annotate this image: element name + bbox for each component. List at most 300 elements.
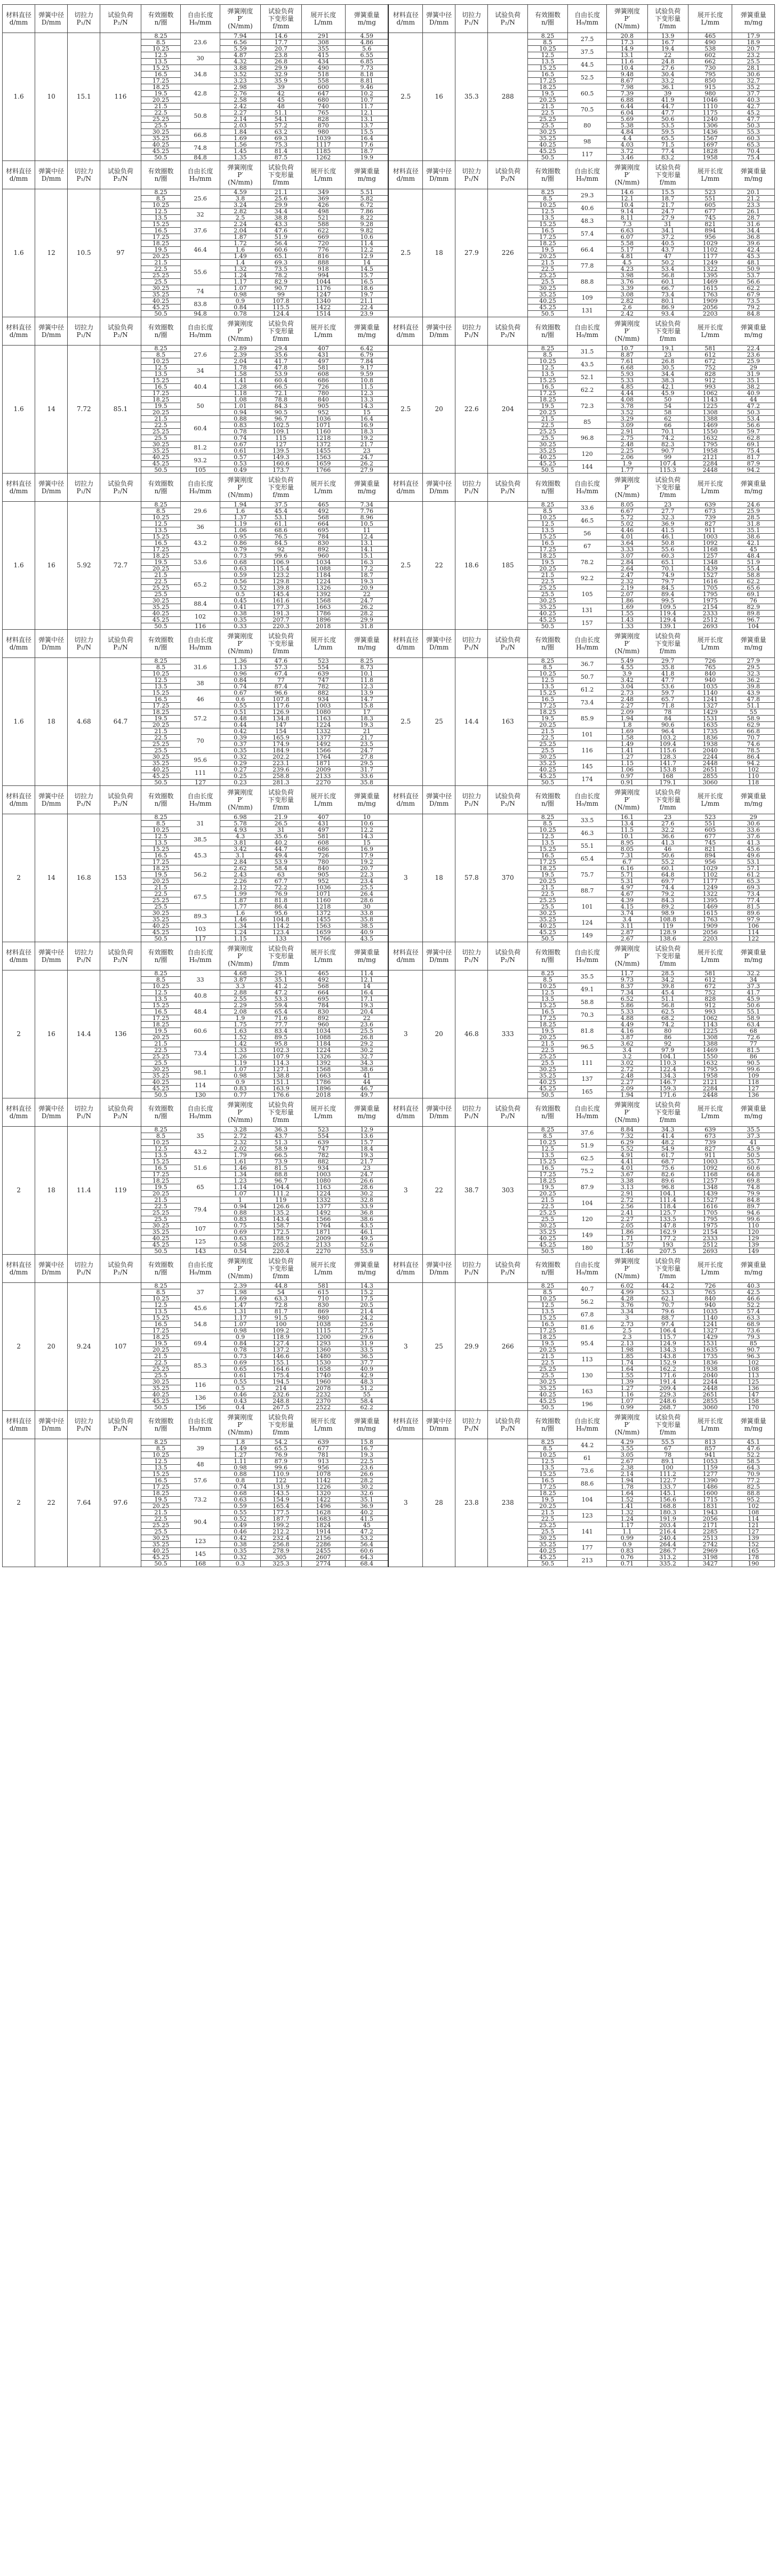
spring-weight-cell: 53.2 — [345, 1535, 388, 1542]
test-deflection-cell: 47.7 — [647, 677, 688, 684]
spring-rate-cell: 0.53 — [220, 461, 260, 467]
spring-rate-cell: 3.42 — [220, 846, 260, 853]
spring-rate-cell: 0.35 — [220, 617, 260, 623]
active-coils-cell: 21.5 — [141, 1197, 181, 1203]
spring-weight-cell: 69.3 — [732, 885, 775, 891]
spring-rate-cell: 0.99 — [607, 1535, 647, 1542]
pull-force-cell: 57.8 — [455, 814, 488, 942]
free-length-cell: 98.1 — [181, 1066, 220, 1079]
spring-weight-cell: 22.4 — [345, 304, 388, 311]
spring-weight-cell: 14.3 — [345, 833, 388, 840]
developed-length-cell: 913 — [301, 1458, 345, 1465]
active-coils-cell: 18.25 — [141, 84, 181, 91]
developed-length-cell: 1836 — [688, 1360, 732, 1366]
active-coils-cell: 20.25 — [528, 1347, 568, 1353]
developed-length-cell: 1332 — [301, 728, 345, 735]
active-coils-cell: 35.25 — [141, 292, 181, 298]
spring-weight-cell: 11 — [345, 527, 388, 534]
test-deflection-cell: 146.6 — [261, 1353, 301, 1360]
test-deflection-cell: 124.4 — [261, 311, 301, 317]
active-coils-cell: 40.25 — [528, 1235, 568, 1242]
test-load-header: 试验负荷 P₂/N — [100, 786, 141, 814]
spring-rate-cell: 0.48 — [220, 716, 260, 722]
test-deflection-cell: 23.8 — [261, 52, 301, 59]
spring-weight-cell: 40.9 — [732, 390, 775, 397]
spring-weight-cell: 27.9 — [345, 467, 388, 474]
spring-rate-cell: 4.88 — [607, 1015, 647, 1022]
spring-weight-cell: 55.3 — [732, 129, 775, 135]
developed-length-cell: 2742 — [688, 1542, 732, 1548]
test-deflection-cell: 171.6 — [647, 1092, 688, 1098]
developed-length-cell: 782 — [301, 684, 345, 690]
active-coils-cell: 21.5 — [141, 103, 181, 110]
pull-force-header: 切拉力 P₁/N — [455, 1411, 488, 1439]
test-deflection-header: 试验负荷 下变形量 f/mm — [261, 630, 301, 658]
pull-force-cell: 4.68 — [68, 658, 100, 786]
spring-rate-cell: 0.76 — [607, 1554, 647, 1561]
spring-rate-cell: 0.78 — [220, 429, 260, 435]
spring-weight-cell: 26.6 — [345, 1178, 388, 1184]
pull-force-header: 切拉力 P₁/N — [68, 1411, 100, 1439]
free-length-cell: 67.5 — [181, 885, 220, 910]
free-length-cell: 163 — [567, 1385, 606, 1398]
spring-rate-cell: 1.84 — [220, 129, 260, 135]
material-diameter-header: 材料直径 d/mm — [3, 1411, 35, 1439]
test-deflection-cell: 38.3 — [647, 378, 688, 384]
developed-length-cell: 1340 — [301, 298, 345, 304]
active-coils-cell: 8.5 — [528, 352, 568, 358]
test-deflection-cell: 104.1 — [647, 1054, 688, 1060]
spring-rate-cell: 3.33 — [607, 547, 647, 553]
active-coils-cell: 20.25 — [141, 1191, 181, 1197]
active-coils-cell: 18.25 — [141, 709, 181, 716]
active-coils-cell: 25.25 — [528, 1366, 568, 1373]
developed-length-cell: 1062 — [688, 1015, 732, 1022]
pull-force-header: 切拉力 P₁/N — [455, 5, 488, 33]
developed-length-cell: 1140 — [688, 1315, 732, 1321]
test-deflection-cell: 123.2 — [261, 572, 301, 579]
spring-weight-cell: 16.4 — [345, 416, 388, 422]
developed-length-cell: 1308 — [688, 410, 732, 416]
pull-force-cell: 16.8 — [68, 814, 100, 942]
free-length-header: 自由长度 H₀/mm — [181, 1411, 220, 1439]
spring-rate-cell: 0.55 — [220, 1379, 260, 1385]
pull-force-header: 切拉力 P₁/N — [68, 1255, 100, 1283]
spring-rate-cell: 1.6 — [220, 910, 260, 917]
spring-rate-cell: 1.33 — [607, 623, 647, 630]
spring-rate-cell: 0.9 — [220, 1079, 260, 1086]
test-deflection-cell: 248.6 — [647, 1398, 688, 1405]
material-diameter-header: 材料直径 d/mm — [388, 786, 422, 814]
active-coils-cell: 10.25 — [141, 1296, 181, 1302]
spring-rate-cell: 6.29 — [607, 1139, 647, 1146]
spring-rate-cell: 3.8 — [220, 196, 260, 202]
active-coils-cell: 13.5 — [528, 1309, 568, 1315]
test-deflection-cell: 63 — [261, 872, 301, 878]
mean-diameter-header: 弹簧中径 D/mm — [35, 474, 68, 502]
spring-rate-cell: 0.74 — [220, 1484, 260, 1490]
spring-rate-header: 弹簧刚度 P′ (N/mm) — [220, 942, 260, 970]
active-coils-cell: 45.25 — [141, 1554, 181, 1561]
spring-weight-cell: 9.46 — [345, 84, 388, 91]
developed-length-cell: 1377 — [301, 1203, 345, 1210]
developed-length-cell: 892 — [301, 1015, 345, 1022]
spring-rate-cell: 9.48 — [607, 71, 647, 78]
spring-rate-cell: 1.57 — [607, 1242, 647, 1248]
active-coils-cell: 25.5 — [141, 1060, 181, 1066]
developed-length-cell: 686 — [301, 846, 345, 853]
developed-length-cell: 980 — [301, 1315, 345, 1321]
test-deflection-cell: 37.2 — [647, 234, 688, 240]
spring-weight-header: 弹簧重量 m/mg — [732, 786, 775, 814]
active-coils-cell: 22.5 — [528, 1360, 568, 1366]
spring-weight-cell: 110 — [732, 1223, 775, 1229]
spring-rate-cell: 1.41 — [607, 748, 647, 754]
spring-rate-cell: 0.27 — [220, 767, 260, 773]
spring-weight-cell: 23.6 — [345, 1022, 388, 1028]
spring-weight-cell: 62.2 — [732, 285, 775, 292]
spring-weight-cell: 17.6 — [345, 142, 388, 148]
spring-rate-cell: 4.68 — [220, 970, 260, 977]
developed-length-cell: 1566 — [301, 1216, 345, 1223]
spring-rate-cell: 1.87 — [220, 234, 260, 240]
test-deflection-cell: 128.3 — [647, 754, 688, 760]
active-coils-cell: 30.25 — [141, 1379, 181, 1385]
test-deflection-cell: 78 — [647, 1452, 688, 1458]
spring-weight-cell: 152 — [732, 1542, 775, 1548]
spring-rate-cell: 3.34 — [607, 1309, 647, 1315]
test-deflection-cell: 46 — [647, 846, 688, 853]
spring-rate-cell: 0.44 — [220, 722, 260, 728]
test-deflection-cell: 21.1 — [261, 189, 301, 196]
test-deflection-cell: 96.7 — [261, 1178, 301, 1184]
material-diameter-header: 材料直径 d/mm — [388, 317, 422, 346]
spring-weight-cell: 70.4 — [732, 148, 775, 155]
spring-rate-cell: 8.37 — [607, 983, 647, 990]
developed-length-cell: 912 — [688, 1002, 732, 1009]
spring-weight-cell: 44 — [732, 397, 775, 403]
developed-length-cell: 840 — [301, 397, 345, 403]
spring-rate-cell: 3.29 — [607, 416, 647, 422]
developed-length-cell: 2056 — [688, 1516, 732, 1522]
spring-rate-cell: 10.4 — [607, 65, 647, 71]
developed-length-cell: 1224 — [301, 1047, 345, 1054]
test-deflection-cell: 56.8 — [647, 272, 688, 279]
free-length-cell: 95.6 — [181, 754, 220, 767]
test-deflection-cell: 86 — [647, 1034, 688, 1041]
active-coils-cell: 18.25 — [141, 240, 181, 247]
spring-rate-cell: 1.8 — [607, 722, 647, 728]
spring-weight-cell: 22.5 — [345, 1458, 388, 1465]
active-coils-cell: 50.5 — [141, 467, 181, 474]
spring-weight-cell: 26.6 — [345, 1471, 388, 1478]
spring-weight-cell: 45.3 — [732, 253, 775, 260]
developed-length-cell: 882 — [301, 690, 345, 696]
active-coils-cell: 35.25 — [528, 1542, 568, 1548]
spring-weight-cell: 41.5 — [345, 1516, 388, 1522]
material-diameter-header: 材料直径 d/mm — [388, 1255, 422, 1283]
spring-weight-cell: 64.8 — [732, 1171, 775, 1178]
spring-weight-cell: 21.2 — [732, 196, 775, 202]
spring-rate-cell: 3.9 — [607, 671, 647, 677]
active-coils-cell: 8.5 — [528, 664, 568, 671]
active-coils-cell: 17.25 — [528, 703, 568, 709]
test-deflection-cell: 134.8 — [261, 716, 301, 722]
developed-length-cell: 490 — [688, 39, 732, 46]
spring-weight-cell: 26.8 — [345, 1034, 388, 1041]
spring-rate-cell: 1.69 — [220, 135, 260, 142]
developed-length-cell: 1975 — [688, 1223, 732, 1229]
spring-weight-cell: 30.2 — [345, 1047, 388, 1054]
spring-weight-cell: 7.86 — [345, 208, 388, 215]
spring-rate-cell: 7.39 — [607, 91, 647, 97]
test-deflection-cell: 30.4 — [647, 71, 688, 78]
spring-weight-cell: 13.9 — [345, 690, 388, 696]
active-coils-cell: 15.25 — [528, 846, 568, 853]
active-coils-cell: 17.25 — [141, 1328, 181, 1334]
free-length-cell: 116 — [567, 741, 606, 760]
spring-rate-cell: 3.98 — [607, 272, 647, 279]
test-deflection-cell: 67.4 — [261, 671, 301, 677]
spring-weight-cell: 170 — [732, 1405, 775, 1411]
spring-weight-cell: 37.7 — [345, 1360, 388, 1366]
spring-rate-cell: 1.32 — [220, 266, 260, 272]
spring-rate-cell: 0.86 — [220, 540, 260, 547]
spring-rate-cell: 0.35 — [220, 748, 260, 754]
active-coils-cell: 18.25 — [528, 709, 568, 716]
spring-rate-cell: 2.82 — [607, 298, 647, 304]
pull-force-header: 切拉力 P₁/N — [455, 317, 488, 346]
active-coils-cell: 15.25 — [528, 65, 568, 71]
test-deflection-cell: 42 — [261, 91, 301, 97]
spring-weight-cell: 55.1 — [732, 1009, 775, 1015]
material-diameter-cell: 3 — [388, 1283, 422, 1411]
test-deflection-cell: 154 — [261, 728, 301, 735]
spring-rate-cell: 4.59 — [220, 189, 260, 196]
developed-length-cell: 608 — [301, 840, 345, 846]
active-coils-cell: 16.5 — [528, 1321, 568, 1328]
free-length-cell: 60.6 — [181, 1022, 220, 1041]
spring-weight-cell: 46.7 — [345, 1086, 388, 1092]
active-coils-header: 有效圈数 n/圈 — [528, 5, 568, 33]
free-length-cell: 31.5 — [567, 346, 606, 358]
free-length-cell: 77.8 — [567, 260, 606, 272]
test-deflection-cell: 104.4 — [261, 1184, 301, 1191]
developed-length-cell: 664 — [301, 990, 345, 996]
developed-length-cell: 1530 — [301, 1360, 345, 1366]
spring-rate-cell: 2.3 — [607, 1334, 647, 1341]
active-coils-cell: 13.5 — [528, 59, 568, 65]
free-length-cell: 87.9 — [567, 1178, 606, 1197]
spring-rate-cell: 10.7 — [607, 346, 647, 352]
spring-weight-cell: 15.7 — [345, 272, 388, 279]
spring-weight-cell: 12.1 — [345, 110, 388, 116]
spring-weight-cell: 56.4 — [345, 1542, 388, 1548]
spring-weight-cell: 55.4 — [732, 566, 775, 572]
active-coils-cell: 21.5 — [528, 572, 568, 579]
active-coils-cell: 10.25 — [528, 1452, 568, 1458]
active-coils-cell: 8.25 — [141, 346, 181, 352]
test-load-header: 试验负荷 P₂/N — [100, 1098, 141, 1127]
test-deflection-cell: 99.6 — [261, 1465, 301, 1471]
developed-length-cell: 695 — [301, 527, 345, 534]
spring-weight-cell: 25.5 — [732, 59, 775, 65]
spring-rate-cell: 3.23 — [220, 78, 260, 84]
developed-length-cell: 1563 — [301, 923, 345, 929]
free-length-cell: 117 — [567, 148, 606, 161]
material-diameter-header: 材料直径 d/mm — [388, 1411, 422, 1439]
spring-rate-cell: 5.49 — [607, 658, 647, 664]
spring-weight-cell: 84.8 — [732, 311, 775, 317]
spring-rate-cell: 5.86 — [607, 1002, 647, 1009]
spring-weight-cell: 31.8 — [732, 521, 775, 527]
spring-rate-cell: 0.88 — [220, 1210, 260, 1216]
spring-weight-cell: 21.1 — [345, 298, 388, 304]
test-deflection-cell: 163.9 — [261, 1086, 301, 1092]
free-length-cell: 32 — [181, 208, 220, 221]
test-deflection-cell: 65.5 — [261, 1446, 301, 1452]
test-load-header: 试验负荷 P₂/N — [488, 5, 528, 33]
active-coils-header: 有效圈数 n/圈 — [141, 5, 181, 33]
spring-rate-cell: 1.13 — [220, 664, 260, 671]
test-deflection-cell: 29.9 — [261, 202, 301, 208]
spring-weight-cell: 41.7 — [732, 990, 775, 996]
developed-length-cell: 1168 — [688, 547, 732, 553]
spring-weight-cell: 41 — [732, 1139, 775, 1146]
spring-weight-cell: 21.7 — [345, 442, 388, 448]
free-length-cell: 165 — [567, 1086, 606, 1098]
spring-rate-cell: 0.52 — [220, 1516, 260, 1522]
test-deflection-cell: 55.2 — [647, 859, 688, 865]
developed-length-cell: 1492 — [301, 1210, 345, 1216]
active-coils-cell: 19.5 — [141, 716, 181, 722]
active-coils-cell: 25.5 — [141, 279, 181, 285]
active-coils-cell: 17.25 — [528, 234, 568, 240]
active-coils-cell: 19.5 — [528, 872, 568, 878]
spring-rate-header: 弹簧刚度 P′ (N/mm) — [607, 786, 647, 814]
spring-rate-cell: 4.97 — [607, 885, 647, 891]
free-length-cell: 56.2 — [181, 865, 220, 885]
spring-weight-cell: 18.9 — [732, 39, 775, 46]
free-length-cell: 130 — [567, 1366, 606, 1385]
test-load-header: 试验负荷 P₂/N — [100, 474, 141, 502]
developed-length-cell: 993 — [688, 384, 732, 390]
active-coils-cell: 12.5 — [528, 677, 568, 684]
header-row — [3, 942, 775, 970]
active-coils-cell: 8.5 — [141, 352, 181, 358]
free-length-cell: 105 — [181, 467, 220, 474]
active-coils-cell: 25.5 — [141, 748, 181, 754]
active-coils-cell: 21.5 — [528, 1197, 568, 1203]
spring-weight-cell: 11.7 — [345, 103, 388, 110]
spring-weight-cell: 35.2 — [732, 84, 775, 91]
developed-length-cell: 600 — [301, 84, 345, 91]
material-diameter-cell: 2 — [3, 1439, 35, 1567]
pull-force-header: 切拉力 P₁/N — [455, 1098, 488, 1127]
active-coils-cell: 20.25 — [141, 97, 181, 103]
active-coils-cell: 22.5 — [141, 422, 181, 429]
test-deflection-cell: 55.6 — [647, 547, 688, 553]
spring-rate-cell: 0.9 — [220, 1334, 260, 1341]
test-deflection-cell: 73.4 — [647, 292, 688, 298]
mean-diameter-header: 弹簧中径 D/mm — [35, 630, 68, 658]
spring-weight-cell: 8.22 — [345, 215, 388, 221]
pull-force-header: 切拉力 P₁/N — [68, 786, 100, 814]
spring-rate-cell: 3.78 — [607, 403, 647, 410]
spring-rate-cell: 1.9 — [220, 1015, 260, 1022]
spring-rate-cell: 0.77 — [220, 1092, 260, 1098]
free-length-cell: 55.6 — [181, 260, 220, 285]
developed-length-cell: 1163 — [301, 1184, 345, 1191]
material-diameter-header: 材料直径 d/mm — [388, 474, 422, 502]
test-deflection-cell: 33.2 — [647, 78, 688, 84]
test-load-header: 试验负荷 P₂/N — [100, 1411, 141, 1439]
spring-weight-cell: 10 — [345, 814, 388, 821]
active-coils-cell: 20.25 — [528, 253, 568, 260]
test-deflection-cell: 54.2 — [261, 1439, 301, 1446]
test-deflection-cell: 93.4 — [647, 311, 688, 317]
spring-weight-cell: 147 — [732, 1392, 775, 1398]
developed-length-cell: 662 — [688, 59, 732, 65]
free-length-cell: 157 — [567, 617, 606, 630]
developed-length-header: 展开长度 L/mm — [688, 474, 732, 502]
developed-length-header: 展开长度 L/mm — [301, 1098, 345, 1127]
spring-rate-cell: 2.38 — [607, 1465, 647, 1471]
free-length-cell: 149 — [567, 929, 606, 942]
active-coils-cell: 10.25 — [141, 1139, 181, 1146]
spring-rate-cell: 1.78 — [607, 1484, 647, 1490]
test-deflection-cell: 162.9 — [647, 1229, 688, 1235]
developed-length-cell: 905 — [301, 872, 345, 878]
developed-length-cell: 1486 — [688, 1484, 732, 1490]
active-coils-header: 有效圈数 n/圈 — [141, 1255, 181, 1283]
test-load-cell: 370 — [488, 814, 528, 942]
test-deflection-cell: 100 — [647, 1465, 688, 1471]
test-deflection-cell: 45.4 — [261, 508, 301, 515]
material-diameter-cell: 2.5 — [388, 502, 422, 630]
active-coils-header: 有效圈数 n/圈 — [141, 1411, 181, 1439]
spring-weight-cell: 8.81 — [345, 78, 388, 84]
test-deflection-cell: 45 — [261, 97, 301, 103]
spring-rate-cell: 2.91 — [607, 1191, 647, 1197]
developed-length-cell: 1102 — [688, 247, 732, 253]
developed-length-cell: 780 — [301, 859, 345, 865]
spring-weight-cell: 37.3 — [732, 1133, 775, 1139]
test-deflection-cell: 35.9 — [261, 78, 301, 84]
mean-diameter-header: 弹簧中径 D/mm — [35, 5, 68, 33]
active-coils-cell: 15.25 — [528, 221, 568, 228]
test-deflection-cell: 53.9 — [261, 859, 301, 865]
spring-rate-cell: 4.85 — [607, 384, 647, 390]
test-load-cell: 64.7 — [100, 658, 141, 786]
developed-length-cell: 1320 — [301, 1490, 345, 1497]
spring-rate-cell: 5.59 — [220, 46, 260, 52]
active-coils-cell: 8.5 — [528, 39, 568, 46]
material-diameter-header: 材料直径 d/mm — [3, 5, 35, 33]
developed-length-cell: 1960 — [301, 1379, 345, 1385]
active-coils-cell: 50.5 — [528, 311, 568, 317]
mean-diameter-cell: 18 — [423, 814, 455, 942]
spring-rate-cell: 1.55 — [607, 1373, 647, 1379]
developed-length-cell: 2133 — [301, 1242, 345, 1248]
test-deflection-cell: 61.1 — [261, 521, 301, 527]
spring-weight-cell: 13.6 — [345, 1133, 388, 1139]
test-deflection-cell: 66.5 — [261, 1152, 301, 1159]
spring-rate-cell: 1.86 — [607, 1229, 647, 1235]
test-deflection-cell: 325.3 — [261, 1561, 301, 1567]
developed-length-cell: 1348 — [688, 1184, 732, 1191]
active-coils-cell: 22.5 — [528, 1516, 568, 1522]
